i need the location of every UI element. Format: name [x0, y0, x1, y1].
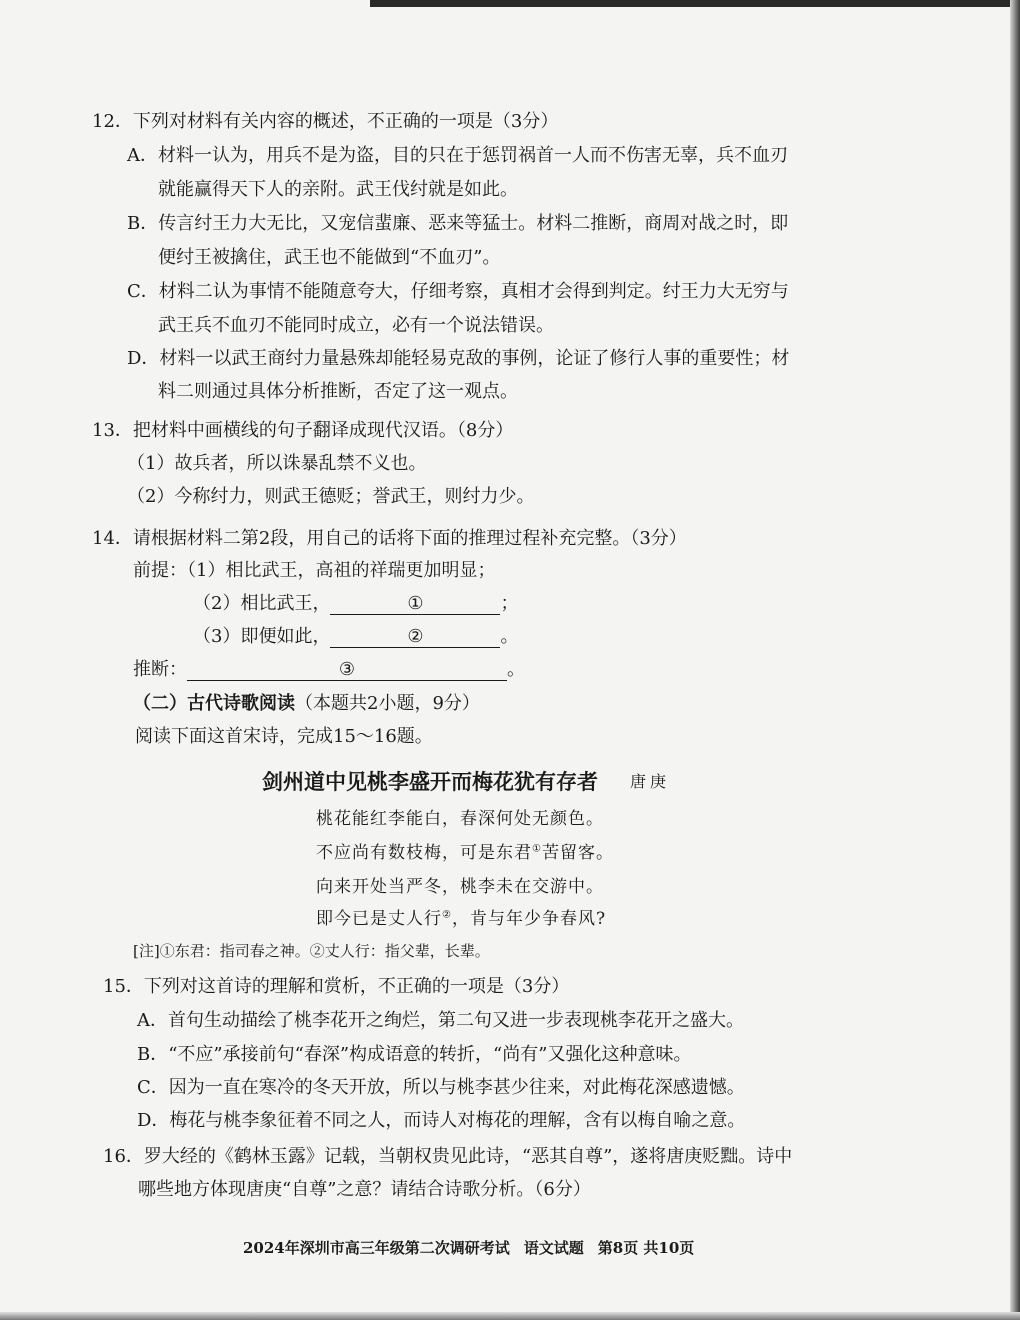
q15-option-a: A．首句生动描绘了桃李花开之绚烂，第二句又进一步表现桃李花开之盛大。	[137, 1010, 744, 1031]
q12-option-d-line2: 料二则通过具体分析推断，否定了这一观点。	[158, 381, 518, 402]
q14-premise-line2	[193, 592, 518, 616]
q14-inference-end: 。	[507, 659, 525, 680]
scan-bottom-edge	[0, 1312, 1020, 1320]
q14-premise-label: 前提：	[133, 560, 187, 581]
poem-line-3: 向来开处当严冬，桃李未在交游中。	[316, 877, 604, 897]
q12-option-d-line1: D．材料一以武王商纣力量悬殊却能轻易克敌的事例，论证了修行人事的重要性；材	[127, 348, 790, 369]
footer-subject: 语文试题	[523, 1239, 584, 1257]
q14-inference-label: 推断：	[133, 659, 187, 680]
q14-blank-3[interactable]: ③	[187, 660, 507, 681]
q15-option-c: C．因为一直在寒冷的冬天开放，所以与桃李甚少往来，对此梅花深感遗憾。	[137, 1077, 745, 1098]
q14-premise-2-end: ；	[500, 593, 519, 614]
q12-option-a-line1: A．材料一认为，用兵不是为盗，目的只在于惩罚祸首一人而不伤害无辜，兵不血刃	[127, 145, 788, 166]
q13-stem: 13．把材料中画横线的句子翻译成现代汉语。（8分）	[92, 420, 514, 441]
q13-sentence-2: （2）今称纣力，则武王德贬；誉武王，则纣力少。	[127, 486, 535, 507]
poem-footnote-2-mark: ②	[442, 909, 452, 921]
q14-premise-1: （1）相比武王，高祖的祥瑞更加明显；	[187, 560, 496, 581]
footer-page: 第8页 共10页	[597, 1239, 695, 1257]
poem-author: 唐庚	[630, 772, 671, 791]
page-footer	[243, 1237, 694, 1258]
section2-heading-note: （本题共2小题，9分）	[295, 693, 480, 714]
section2-heading: （二）古代诗歌阅读	[133, 693, 295, 714]
poem-line-2: 不应尚有数枝梅，可是东君①苦留客。	[316, 843, 614, 863]
q14-premise-line1	[133, 559, 495, 583]
q15-option-b: B．“不应”承接前句“春深”构成语意的转折，“尚有”又强化这种意味。	[137, 1044, 692, 1065]
scan-right-edge	[1010, 0, 1020, 1320]
q14-inference-line	[133, 658, 525, 682]
footer-exam: 2024年深圳市高三年级第二次调研考试	[243, 1239, 510, 1257]
q12-stem: 12．下列对材料有关内容的概述，不正确的一项是（3分）	[92, 111, 559, 132]
poem-footnote-1-mark: ①	[532, 843, 542, 855]
poem-title: 剑州道中见桃李盛开而梅花犹有存者	[262, 769, 598, 794]
q12-option-b-line1: B．传言纣王力大无比，又宠信蜚廉、恶来等猛士。材料二推断，商周对战之时，即	[127, 213, 789, 234]
section2-heading-line	[133, 692, 480, 716]
q14-blank-1[interactable]: ①	[330, 594, 500, 615]
q14-stem: 14．请根据材料二第2段，用自己的话将下面的推理过程补充完整。（3分）	[92, 528, 687, 549]
scan-top-band	[370, 0, 1020, 7]
q12-option-b-line2: 便纣王被擒住，武王也不能做到“不血刃”。	[158, 247, 501, 268]
q14-blank-2[interactable]: ②	[330, 627, 500, 648]
q15-option-d: D．梅花与桃李象征着不同之人，而诗人对梅花的理解，含有以梅自喻之意。	[137, 1110, 746, 1131]
q12-option-c-line1: C．材料二认为事情不能随意夸大，仔细考察，真相才会得到判定。纣王力大无穷与	[127, 281, 789, 302]
poem-line-4: 即今已是丈人行②，肯与年少争春风?	[316, 909, 607, 929]
poem-line-1: 桃花能红李能白，春深何处无颜色。	[316, 809, 604, 829]
q14-premise-line3	[193, 625, 518, 649]
poem-note: [注]①东君：指司春之神。②丈人行：指父辈，长辈。	[133, 942, 490, 960]
q14-premise-3-end: 。	[500, 626, 519, 647]
q13-sentence-1: （1）故兵者，所以诛暴乱禁不义也。	[127, 453, 427, 474]
q12-option-a-line2: 就能赢得天下人的亲附。武王伐纣就是如此。	[158, 179, 518, 200]
q14-premise-2: （2）相比武王，	[193, 593, 331, 614]
q16-line-2: 哪些地方体现唐庚“自尊”之意？请结合诗歌分析。（6分）	[138, 1179, 591, 1200]
q12-option-c-line2: 武王兵不血刃不能同时成立，必有一个说法错误。	[158, 315, 554, 336]
q16-line-1: 16．罗大经的《鹤林玉露》记载，当朝权贵见此诗，“恶其自尊”，遂将唐庚贬黜。诗中	[103, 1146, 793, 1167]
section2-instruction: 阅读下面这首宋诗，完成15～16题。	[135, 726, 433, 747]
q14-premise-3: （3）即便如此，	[193, 626, 331, 647]
q15-stem: 15．下列对这首诗的理解和赏析，不正确的一项是（3分）	[103, 976, 570, 997]
